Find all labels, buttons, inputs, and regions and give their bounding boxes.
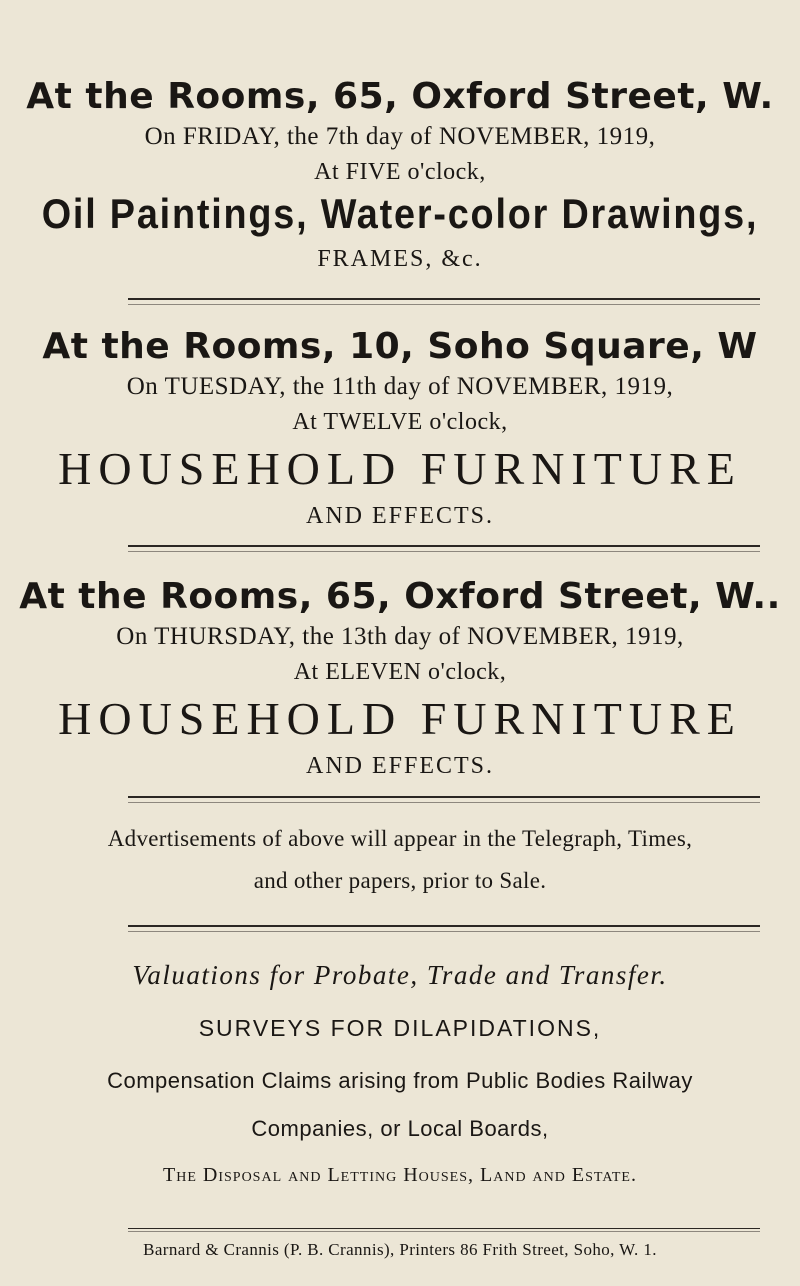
sale-1-subheading: FRAMES, &c. (317, 246, 483, 272)
divider-rule (128, 545, 760, 552)
sale-3-venue: At the Rooms, 65, Oxford Street, W.. (19, 576, 781, 617)
sale-2-venue: At the Rooms, 10, Soho Square, W (42, 326, 758, 367)
sale-1-time: At FIVE o'clock, (314, 159, 486, 185)
sale-2-date: On TUESDAY, the 11th day of NOVEMBER, 1919, (126, 373, 674, 400)
valuations-line: Valuations for Probate, Trade and Transfer. (132, 960, 668, 990)
printer-line: Barnard & Crannis (P. B. Crannis), Printers 86 Frith Street, Soho, W. 1. (143, 1240, 657, 1259)
disposal-line: The Disposal and Letting Houses, Land and Estate. (163, 1164, 637, 1186)
sale-3-time: At ELEVEN o'clock, (293, 659, 507, 685)
printer-imprint (0, 1240, 800, 1260)
advertisement-note (0, 826, 800, 894)
divider-rule (128, 925, 760, 932)
sale-3-date: On THURSDAY, the 13th day of NOVEMBER, 1919, (116, 623, 684, 650)
sale-2-time: At TWELVE o'clock, (292, 409, 508, 435)
compensation-line-2: Companies, or Local Boards, (251, 1116, 549, 1141)
sale-3 (0, 576, 800, 780)
sale-2-subheading: AND EFFECTS. (305, 503, 495, 529)
sale-1-heading: Oil Paintings, Water-color Drawings, (41, 190, 759, 237)
sale-3-subheading: AND EFFECTS. (305, 753, 495, 779)
services (0, 960, 800, 1187)
divider-rule (128, 1228, 760, 1232)
sale-2-heading: HOUSEHOLD FURNITURE (58, 443, 742, 494)
divider-rule (128, 796, 760, 803)
compensation-line-1: Compensation Claims arising from Public Bodies Railway (107, 1068, 693, 1093)
surveys-line: SURVEYS FOR DILAPIDATIONS, (198, 1015, 602, 1041)
divider-rule (128, 298, 760, 305)
sale-3-heading: HOUSEHOLD FURNITURE (58, 693, 742, 744)
advertisement-line-1: Advertisements of above will appear in the Telegraph, Times, (107, 826, 693, 851)
sale-1 (0, 76, 800, 273)
sale-1-date: On FRIDAY, the 7th day of NOVEMBER, 1919, (144, 123, 656, 150)
advertisement-line-2: and other papers, prior to Sale. (253, 868, 547, 893)
sale-1-venue: At the Rooms, 65, Oxford Street, W. (26, 76, 774, 117)
sale-2 (0, 326, 800, 530)
